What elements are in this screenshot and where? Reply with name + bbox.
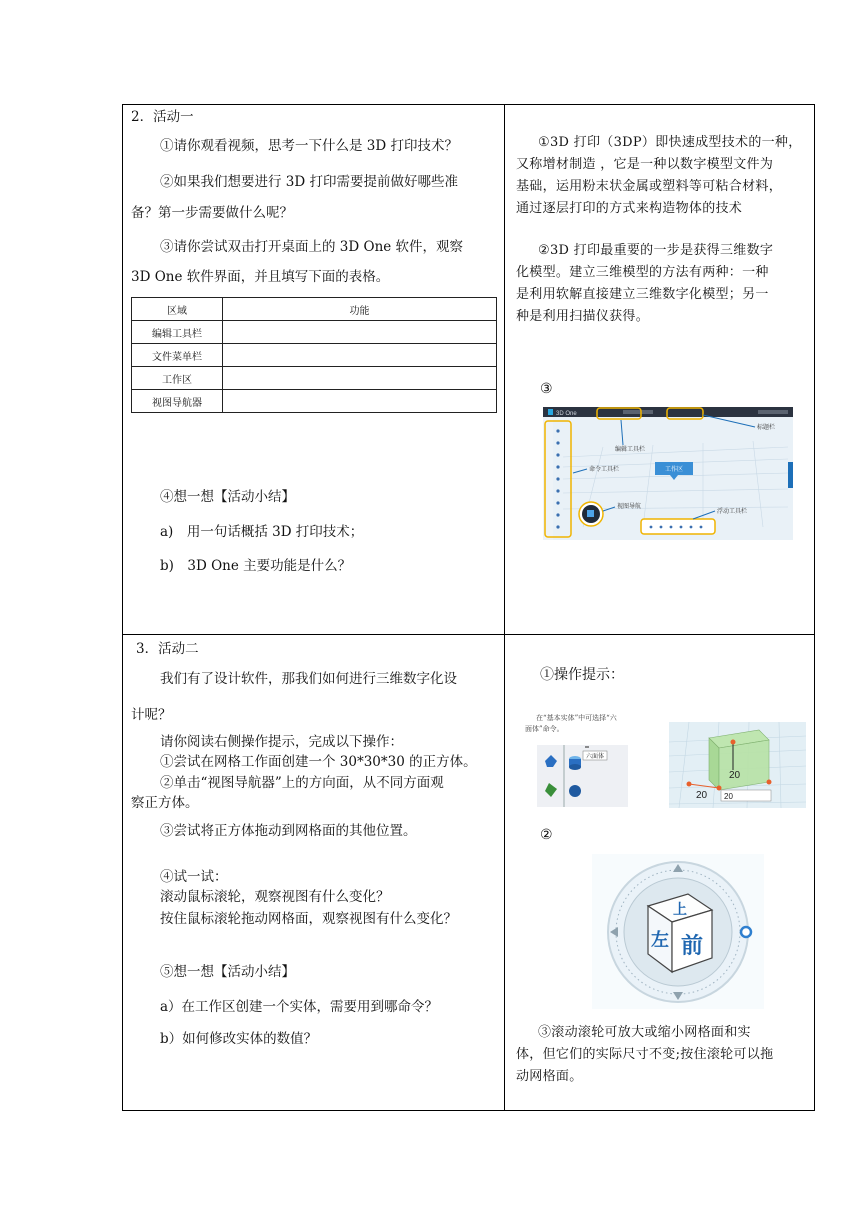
basic-solid-panel bbox=[537, 745, 628, 807]
activity1-summary-title: ④想一想【活动小结】 bbox=[160, 489, 295, 505]
cube-face-front: 前 bbox=[680, 933, 704, 959]
answer1-p2-line: ②3D 打印最重要的一步是获得三维数字 bbox=[538, 243, 774, 258]
table-cell-function[interactable] bbox=[223, 390, 497, 413]
cube-dimension-view bbox=[669, 722, 806, 808]
answer1-p2-line: 是利用软解直接建立三维数字化模型；另一 bbox=[516, 287, 769, 302]
software-screenshot bbox=[543, 407, 793, 540]
label-command-toolbar: 命令工具栏 bbox=[589, 466, 620, 473]
activity1-q3-line2: 3D One 软件界面，并且填写下面的表格。 bbox=[131, 269, 390, 285]
answer2-p3-line: 体，但它们的实际尺寸不变;按住滚轮可以拖 bbox=[516, 1047, 774, 1062]
table-cell-function[interactable] bbox=[223, 344, 497, 367]
activity2-summary-a: a）在工作区创建一个实体，需要用到哪命令？ bbox=[160, 999, 439, 1015]
activity2-step2-line2: 察正方体。 bbox=[131, 795, 199, 811]
table-cell-function[interactable] bbox=[223, 321, 497, 344]
row-divider bbox=[122, 634, 815, 635]
activity2-intro-line1: 我们有了设计软件，那我们如何进行三维数字化设 bbox=[160, 671, 457, 687]
app-name: 3D One bbox=[556, 411, 577, 417]
table-header-area: 区域 bbox=[132, 298, 223, 321]
answer2-hint-title: ①操作提示： bbox=[540, 667, 624, 683]
activity1-q1: ①请你观看视频，思考一下什么是 3D 打印技术？ bbox=[160, 138, 458, 154]
view-navigator-graphic bbox=[592, 854, 764, 1009]
activity2-try2: 按住鼠标滚轮拖动网格面，观察视图有什么变化？ bbox=[160, 911, 457, 927]
answer1-p1-line: 通过逐层打印的方式来构造物体的技术 bbox=[516, 201, 743, 216]
dim-width: 20 bbox=[696, 790, 708, 801]
activity1-heading: 2．活动一 bbox=[131, 109, 194, 125]
activity2-intro-line2: 计呢？ bbox=[131, 707, 172, 723]
activity2-heading: 3．活动二 bbox=[136, 641, 199, 657]
answer1-p1-line: 基础，运用粉末状金属或塑料等可粘合材料， bbox=[516, 179, 783, 194]
rotate-handle-icon bbox=[741, 927, 751, 937]
activity1-q2-line2: 备？第一步需要做什么呢？ bbox=[131, 205, 293, 221]
table-cell-function[interactable] bbox=[223, 367, 497, 390]
table-cell-area: 文件菜单栏 bbox=[132, 344, 223, 367]
table-row bbox=[132, 367, 497, 390]
activity2-summary-title: ⑤想一想【活动小结】 bbox=[160, 964, 295, 980]
table-cell-area: 工作区 bbox=[132, 367, 223, 390]
table-header-function: 功能 bbox=[223, 298, 497, 321]
answer2-p3 bbox=[516, 1022, 806, 1088]
answer1-p2-line: 种是利用扫描仪获得。 bbox=[516, 309, 650, 324]
activity2-try-title: ④试一试： bbox=[160, 869, 228, 885]
column-divider bbox=[504, 104, 505, 1111]
table-row bbox=[132, 390, 497, 413]
activity1-summary-b: b) 3D One 主要功能是什么？ bbox=[160, 558, 352, 574]
answer2-hint-caption-line1: 在“基本实体”中可选择“六 bbox=[536, 714, 617, 722]
cube-face-top: 上 bbox=[673, 902, 687, 918]
interface-table bbox=[131, 297, 497, 413]
activity2-instruction: 请你阅读右侧操作提示，完成以下操作： bbox=[160, 734, 403, 750]
answer1-p1 bbox=[516, 132, 806, 220]
sphere-icon bbox=[569, 785, 581, 797]
label-workspace: 工作区 bbox=[664, 466, 684, 473]
activity1-summary-a: a) 用一句话概括 3D 打印技术； bbox=[160, 524, 364, 540]
cube-dimension-graphic bbox=[669, 722, 806, 808]
label-floating-toolbar: 浮动工具栏 bbox=[717, 508, 748, 515]
dim-height: 20 bbox=[729, 770, 741, 781]
activity2-step3: ③尝试将正方体拖动到网格面的其他位置。 bbox=[160, 823, 417, 839]
solid-icon bbox=[545, 755, 557, 767]
label-edit-toolbar: 编辑工具栏 bbox=[615, 446, 646, 453]
cube-face-left: 左 bbox=[651, 930, 669, 951]
answer2-hint-caption-line2: 面体”命令。 bbox=[525, 725, 564, 733]
hint-tooltip: 六面体 bbox=[585, 753, 605, 760]
basic-solid-panel-graphic bbox=[537, 745, 628, 807]
activity2-step1: ①尝试在网格工作面创建一个 30*30*30 的正方体。 bbox=[160, 754, 477, 770]
answer1-p2 bbox=[516, 240, 806, 328]
activity2-try1: 滚动鼠标滚轮，观察视图有什么变化？ bbox=[160, 889, 390, 905]
activity2-summary-b: b）如何修改实体的数值？ bbox=[160, 1031, 318, 1047]
answer2-p3-line: 动网格面。 bbox=[516, 1069, 583, 1084]
view-navigator-image bbox=[592, 854, 764, 1009]
table-row bbox=[132, 321, 497, 344]
answer2-p3-line: ③滚动滚轮可放大或缩小网格面和实 bbox=[538, 1025, 751, 1040]
table-cell-area: 视图导航器 bbox=[132, 390, 223, 413]
label-title-bar: 标题栏 bbox=[757, 424, 776, 431]
label-view-navigator: 视图导航 bbox=[617, 503, 642, 510]
table-cell-area: 编辑工具栏 bbox=[132, 321, 223, 344]
activity1-q3-line1: ③请你尝试双击打开桌面上的 3D One 软件，观察 bbox=[160, 239, 464, 255]
table-row bbox=[132, 344, 497, 367]
answer1-p2-line: 化模型。建立三维模型的方法有两种：一种 bbox=[516, 265, 769, 280]
answer1-p3-label: ③ bbox=[540, 381, 553, 397]
activity1-q2-line1: ②如果我们想要进行 3D 打印需要提前做好哪些准 bbox=[160, 174, 458, 190]
answer1-p1-line: 又称增材制造 ，它是一种以数字模型文件为 bbox=[516, 157, 774, 172]
software-screenshot-graphic bbox=[543, 407, 793, 540]
table-header-row bbox=[132, 298, 497, 321]
answer1-p1-line: ①3D 打印（3DP）即快速成型技术的一种， bbox=[538, 135, 802, 150]
answer2-p2-label: ② bbox=[540, 827, 553, 843]
dim-input: 20 bbox=[724, 792, 733, 801]
activity2-step2-line1: ②单击“视图导航器”上的方向面，从不同方面观 bbox=[160, 775, 444, 791]
brush-icon bbox=[545, 783, 557, 797]
